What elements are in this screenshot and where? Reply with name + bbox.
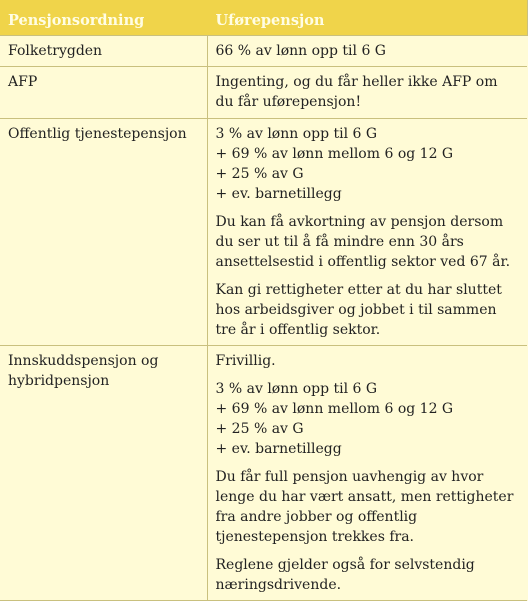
description-line: + ev. barnetillegg — [215, 441, 342, 457]
description-line: Du kan få avkortning av pensjon dersom du ser ut til å få mindre enn 30 års ansettelsestid i offentlig sektor ved 67 år. — [215, 214, 511, 270]
description-paragraph — [216, 379, 520, 459]
row-label-text: Folketrygden — [8, 43, 103, 59]
row-label-text: AFP — [8, 74, 38, 90]
row-description — [207, 346, 527, 601]
table-header-row — [0, 1, 527, 36]
description-paragraph — [216, 72, 520, 112]
column-header-pension-scheme: Pensjonsordning — [0, 1, 207, 36]
row-label-text: Offentlig tjenestepensjon — [8, 126, 187, 142]
description-line: 66 % av lønn opp til 6 G — [215, 43, 386, 59]
description-line: Frivillig. — [215, 353, 276, 369]
row-label — [0, 67, 207, 119]
table-row — [0, 346, 527, 601]
description-line: + 69 % av lønn mellom 6 og 12 G — [215, 146, 454, 162]
row-label — [0, 36, 207, 67]
description-line: Du får full pensjon uavhengig av hvor lenge du har vært ansatt, men rettigheter fra andre jobber og offentlig tjenestepensjon trekkes fra. — [215, 469, 514, 545]
table-row — [0, 119, 527, 346]
row-label — [0, 346, 207, 601]
description-line: 3 % av lønn opp til 6 G — [215, 381, 378, 397]
row-label — [0, 119, 207, 346]
description-paragraph — [216, 467, 520, 547]
row-label-text: Innskuddspensjon og hybridpensjon — [8, 353, 159, 389]
description-paragraph — [216, 280, 520, 340]
column-header-disability-pension: Uførepensjon — [207, 1, 527, 36]
row-description — [207, 67, 527, 119]
row-description — [207, 36, 527, 67]
row-description — [207, 119, 527, 346]
description-line: 3 % av lønn opp til 6 G — [215, 126, 378, 142]
description-paragraph — [216, 41, 520, 61]
description-line: + 25 % av G — [215, 166, 304, 182]
table-row — [0, 36, 527, 67]
description-paragraph — [216, 212, 520, 272]
description-line: Ingenting, og du får heller ikke AFP om du får uførepensjon! — [215, 74, 498, 110]
description-line: Kan gi rettigheter etter at du har sluttet hos arbeidsgiver og jobbet i til sammen tre år i offentlig sektor. — [215, 282, 502, 338]
description-line: + 25 % av G — [215, 421, 304, 437]
description-line: + ev. barnetillegg — [215, 186, 342, 202]
description-paragraph — [216, 351, 520, 371]
description-line: + 69 % av lønn mellom 6 og 12 G — [215, 401, 454, 417]
table-row — [0, 67, 527, 119]
description-paragraph — [216, 124, 520, 204]
description-line: Reglene gjelder også for selvstendig næringsdrivende. — [215, 557, 475, 593]
description-paragraph — [216, 555, 520, 595]
